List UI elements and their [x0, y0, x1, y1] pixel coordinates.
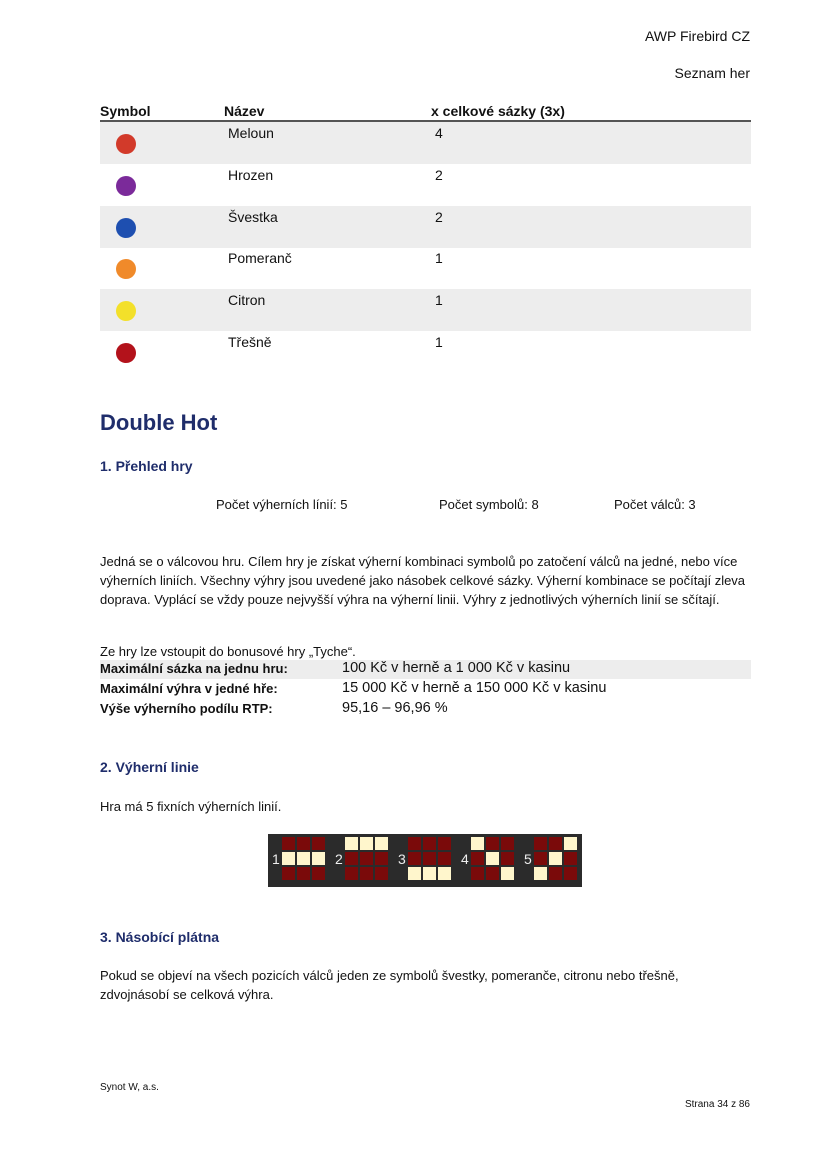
reels-count: Počet válců: 3 — [614, 497, 696, 512]
info-row — [100, 700, 751, 719]
payline-cell — [282, 852, 295, 865]
payline-cell — [312, 867, 325, 880]
payline-cell — [564, 852, 577, 865]
table-row — [100, 331, 751, 373]
payline-cell — [375, 852, 388, 865]
payline-cell — [282, 867, 295, 880]
payline-cell — [534, 852, 547, 865]
info-value: 100 Kč v herně a 1 000 Kč v kasinu — [342, 660, 571, 676]
payline-cell — [423, 867, 436, 880]
payline-cell — [345, 852, 358, 865]
overview-paragraph: Jedná se o válcovou hru. Cílem hry je získat výherní kombinaci symbolů po zatočení válců na jedné, nebo více výherních liniích. Všechny výhry jsou uvedené jako násobek celkové sázky. Výherní kombinace se počítají zleva doprava. Vyplácí se vždy pouze nejvyšší výhra na výherní linii. Výhry z jednotlivých výherních linií se sčítají. — [100, 554, 746, 607]
payline-number: 5 — [524, 851, 532, 867]
payline-cell — [564, 837, 577, 850]
payline-cell — [501, 837, 514, 850]
payline-number: 1 — [272, 851, 280, 867]
multiplier-text: Pokud se objeví na všech pozicích válců jeden ze symbolů švestky, pomeranče, citronu nebo třešně, zdvojnásobí se celková výhra. — [100, 968, 679, 1002]
lemon-icon — [114, 299, 138, 323]
payline-cell — [564, 867, 577, 880]
payline-cell — [312, 837, 325, 850]
payline-cell — [486, 837, 499, 850]
symbol-name: Meloun — [228, 125, 274, 141]
payline-number: 3 — [398, 851, 406, 867]
payline-cell — [471, 852, 484, 865]
payline-cell — [549, 852, 562, 865]
bonus-paragraph: Ze hry lze vstoupit do bonusové hry „Tyche“. — [100, 644, 356, 659]
payline-cell — [375, 837, 388, 850]
lines-count: Počet výherních línií: 5 — [216, 497, 348, 512]
payline-cell — [534, 867, 547, 880]
symbol-name: Pomeranč — [228, 250, 292, 267]
header-company: AWP Firebird CZ — [644, 28, 750, 44]
payline-cell — [501, 852, 514, 865]
symbols-count: Počet symbolů: 8 — [439, 497, 539, 512]
game-title: Double Hot — [100, 410, 218, 435]
payline-cell — [471, 837, 484, 850]
section-heading-multiplier: 3. Násobící plátna — [100, 929, 220, 945]
payline-cell — [501, 867, 514, 880]
payline-cell — [345, 837, 358, 850]
payline-cell — [438, 837, 451, 850]
payline-cell — [471, 867, 484, 880]
col-symbol: Symbol — [100, 103, 151, 119]
payline-cell — [360, 852, 373, 865]
watermelon-icon — [114, 132, 138, 156]
col-name: Název — [224, 103, 265, 119]
payline-cell — [534, 837, 547, 850]
payline-cell — [408, 837, 421, 850]
col-multiplier: x celkové sázky (3x) — [431, 103, 565, 119]
lines-text: Hra má 5 fixních výherních linií. — [100, 799, 282, 814]
symbol-name: Hrozen — [228, 166, 274, 183]
symbol-multiplier: 2 — [435, 208, 443, 225]
symbol-name: Švestka — [228, 208, 278, 225]
payline-cell — [312, 852, 325, 865]
payline-cell — [486, 867, 499, 880]
payline-grid — [282, 837, 325, 880]
payline-grid — [408, 837, 451, 880]
symbol-multiplier: 1 — [435, 334, 443, 350]
info-value: 95,16 – 96,96 % — [342, 700, 448, 716]
payline-cell — [297, 837, 310, 850]
section-heading-overview: 1. Přehled hry — [100, 458, 193, 474]
symbol-multiplier: 4 — [435, 125, 443, 141]
table-row — [100, 164, 751, 206]
payline-cell — [438, 852, 451, 865]
payline-number: 2 — [335, 851, 343, 867]
info-label: Výše výherního podílu RTP: — [100, 701, 273, 716]
symbol-name: Třešně — [228, 334, 272, 350]
payline-cell — [549, 867, 562, 880]
grapes-icon — [114, 174, 138, 198]
header-section: Seznam her — [674, 65, 750, 81]
payline-cell — [408, 852, 421, 865]
symbol-multiplier: 1 — [435, 250, 443, 267]
cherry-icon — [114, 341, 138, 365]
payline-grid — [345, 837, 388, 880]
payline-cell — [360, 867, 373, 880]
plum-icon — [114, 216, 138, 240]
info-label: Maximální výhra v jedné hře: — [100, 681, 278, 696]
table-row — [100, 289, 751, 331]
payline-cell — [297, 852, 310, 865]
payline-cell — [408, 867, 421, 880]
footer-company: Synot W, a.s. — [100, 1082, 159, 1093]
info-label: Maximální sázka na jednu hru: — [100, 661, 288, 676]
payline-cell — [345, 867, 358, 880]
symbol-multiplier: 2 — [435, 166, 443, 183]
footer-page: Strana 34 z 86 — [684, 1099, 750, 1110]
table-row — [100, 206, 751, 248]
payline-grid — [534, 837, 577, 880]
payline-cell — [438, 867, 451, 880]
section-heading-lines: 2. Výherní linie — [100, 759, 199, 775]
info-row — [100, 680, 751, 699]
table-row — [100, 247, 751, 289]
payline-cell — [486, 852, 499, 865]
payline-cell — [375, 867, 388, 880]
symbol-multiplier: 1 — [435, 292, 443, 309]
symbol-name: Citron — [228, 292, 266, 309]
info-value: 15 000 Kč v herně a 150 000 Kč v kasinu — [342, 680, 607, 696]
payline-number: 4 — [461, 851, 469, 867]
orange-icon — [114, 257, 138, 281]
payline-cell — [423, 852, 436, 865]
payline-cell — [423, 837, 436, 850]
payline-cell — [297, 867, 310, 880]
payline-cell — [549, 837, 562, 850]
payline-grid — [471, 837, 514, 880]
paylines-image — [268, 834, 582, 887]
info-row — [100, 660, 751, 679]
payline-cell — [282, 837, 295, 850]
payline-cell — [360, 837, 373, 850]
table-row — [100, 122, 751, 164]
